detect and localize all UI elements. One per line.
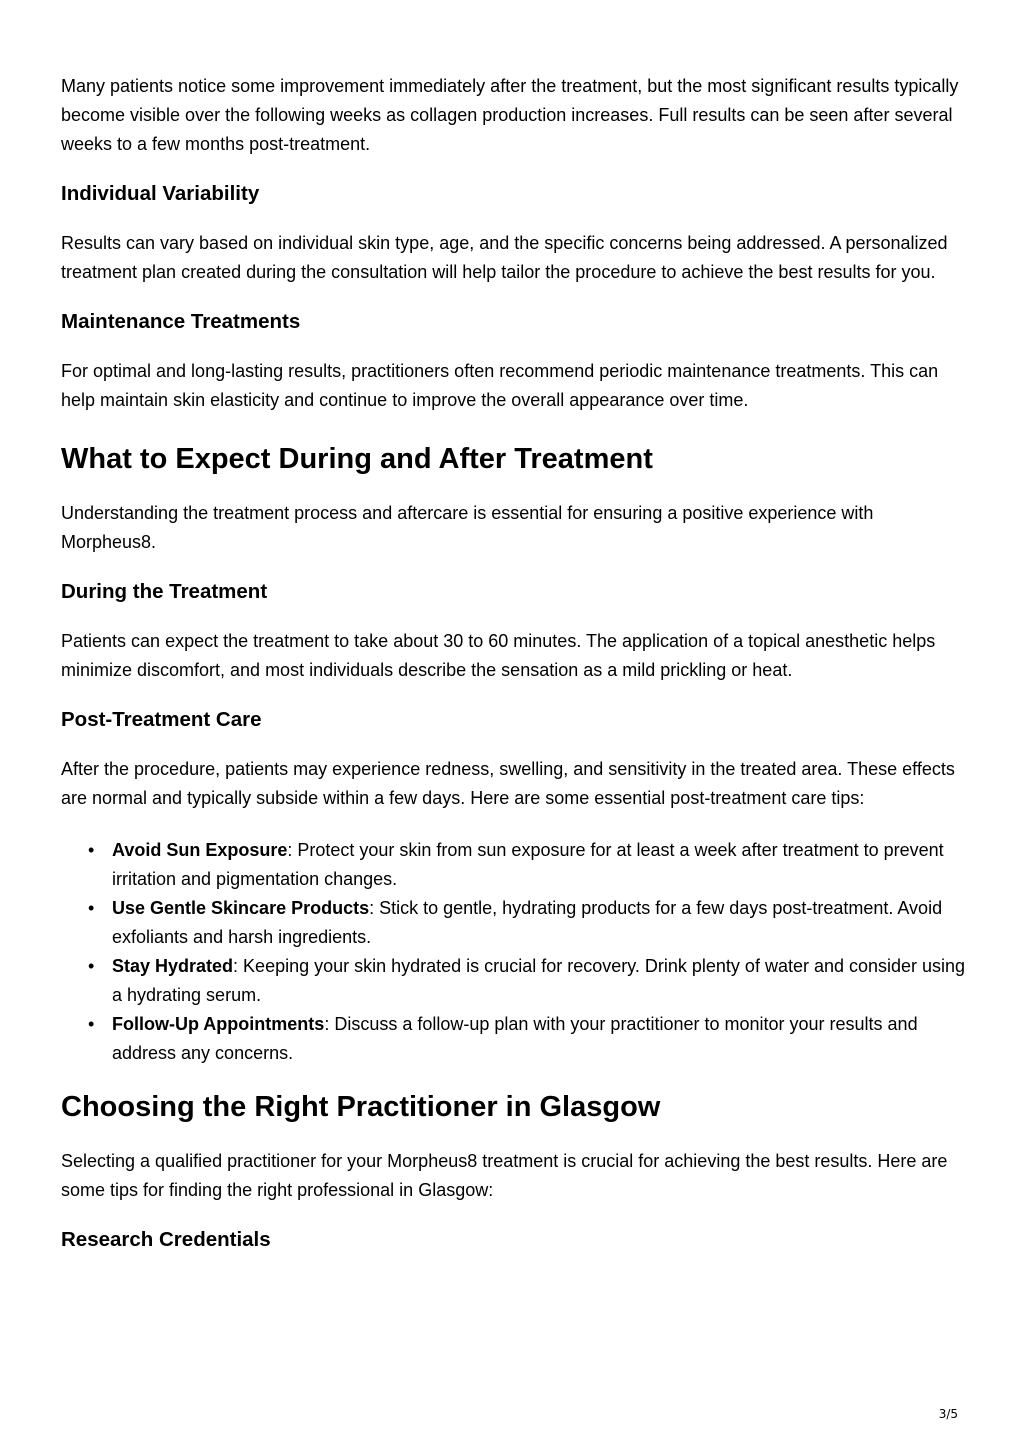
research-credentials-heading: Research Credentials <box>61 1228 271 1251</box>
document-body <box>61 72 966 1253</box>
what-to-expect-heading: What to Expect During and After Treatment <box>61 443 653 475</box>
individual-variability-text: Results can vary based on individual skin type, age, and the specific concerns being addressed. A personalized treatment plan created during the consultation will help tailor the procedure to achieve the best results for you. <box>61 233 948 282</box>
page-number: 3/5 <box>938 1407 958 1421</box>
choosing-practitioner-text: Selecting a qualified practitioner for your Morpheus8 treatment is crucial for achieving the best results. Here are some tips for finding the right professional in Glasgow: <box>61 1151 948 1200</box>
tip-title: Stay Hydrated <box>112 956 234 976</box>
post-treatment-tips-list <box>61 836 966 1068</box>
bullet-icon: • <box>88 1014 95 1034</box>
tip-text: : Protect your skin from sun exposure for at least a week after treatment to prevent irritation and pigmentation changes. <box>112 840 944 889</box>
list-item <box>61 836 966 894</box>
bullet-icon: • <box>88 840 95 860</box>
tip-title: Follow-Up Appointments <box>112 1014 325 1034</box>
intro-paragraph: Many patients notice some improvement immediately after the treatment, but the most significant results typically become visible over the following weeks as collagen production increases. Full results can be seen after several weeks to a few months post-treatment. <box>61 76 959 154</box>
tip-title: Use Gentle Skincare Products <box>112 898 370 918</box>
tip-text: : Keeping your skin hydrated is crucial for recovery. Drink plenty of water and consider using a hydrating serum. <box>112 956 966 1005</box>
tip-text: : Discuss a follow-up plan with your practitioner to monitor your results and address any concerns. <box>112 1014 918 1063</box>
post-treatment-text: After the procedure, patients may experience redness, swelling, and sensitivity in the treated area. These effects are normal and typically subside within a few days. Here are some essential post-treatment care tips: <box>61 759 955 808</box>
maintenance-heading: Maintenance Treatments <box>61 310 301 333</box>
tip-title: Avoid Sun Exposure <box>112 840 288 860</box>
bullet-icon: • <box>88 898 95 918</box>
during-treatment-heading: During the Treatment <box>61 580 268 603</box>
bullet-icon: • <box>88 956 95 976</box>
what-to-expect-text: Understanding the treatment process and aftercare is essential for ensuring a positive experience with Morpheus8. <box>61 503 874 552</box>
individual-variability-heading: Individual Variability <box>61 182 260 205</box>
list-item <box>61 952 966 1010</box>
list-item <box>61 1010 966 1068</box>
during-treatment-text: Patients can expect the treatment to take about 30 to 60 minutes. The application of a topical anesthetic helps minimize discomfort, and most individuals describe the sensation as a mild prickling or heat. <box>61 631 936 680</box>
list-item <box>61 894 966 952</box>
choosing-practitioner-heading: Choosing the Right Practitioner in Glasgow <box>61 1091 661 1123</box>
tip-text: : Stick to gentle, hydrating products for a few days post-treatment. Avoid exfoliants and harsh ingredients. <box>112 898 943 947</box>
maintenance-text: For optimal and long-lasting results, practitioners often recommend periodic maintenance treatments. This can help maintain skin elasticity and continue to improve the overall appearance over time. <box>61 361 939 410</box>
post-treatment-heading: Post-Treatment Care <box>61 708 262 731</box>
